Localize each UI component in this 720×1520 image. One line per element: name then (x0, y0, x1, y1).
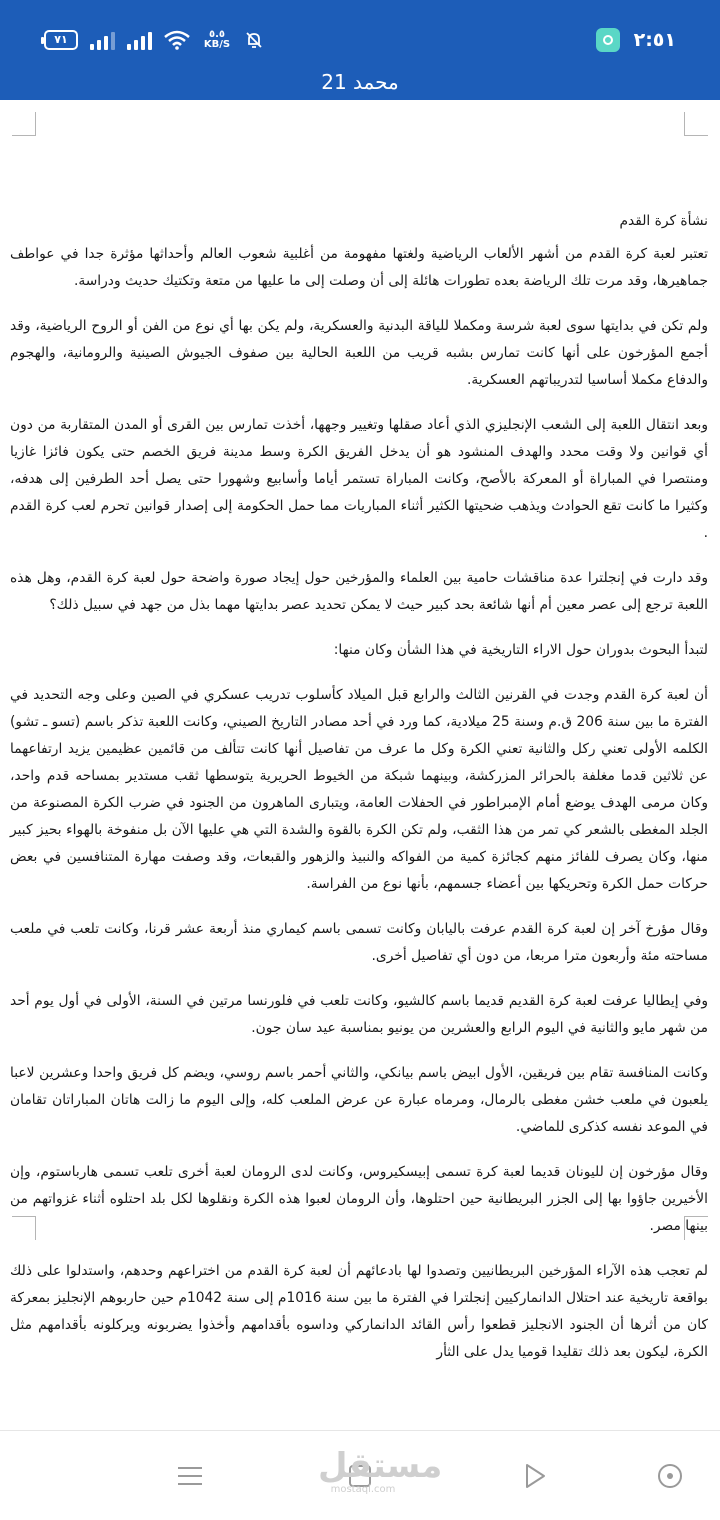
paragraph: ولم تكن في بدايتها سوى لعبة شرسة ومكملا للياقة البدنية والعسكرية، ولم يكن بها أي نوع من الفن أو الروح الرياضية، وقد أجمع المؤرخون على أنها كانت تمارس بشبه قريب من اللعبة الحالية بين صفوف الجيوش الصينية والرومانية، والهجوم والدفاع مكملا أساسيا لتدريباتهم العسكرية. (10, 318, 708, 388)
page-corner-mark (12, 112, 36, 136)
status-bar (0, 0, 720, 64)
paragraph: وقال مؤرخ آخر إن لعبة كرة القدم عرفت باليابان وكانت تسمى باسم كيماري منذ أربعة عشر قرنا، وكانت تلعب في ملعب مساحته مئة وأربعون مترا مربعا، من دون أي تفاصيل أخرى. (10, 921, 708, 964)
paragraph: وقال مؤرخون إن لليونان قديما لعبة كرة تسمى إبيسكيروس، وكانت لدى الرومان لعبة أخرى تلعب تسمى هارباستوم، وإن الأخيرين جاؤوا بها إلى الجزر البريطانية حين احتلوها، وأن الرومان لعبوا هذه الكرة ونقلوها لكل بلد احتلوه أثناء غزواتهم من بينها مصر. (10, 1164, 708, 1234)
wifi-icon (164, 30, 190, 50)
accessibility-button[interactable] (655, 1461, 685, 1491)
back-button[interactable] (520, 1461, 550, 1491)
app-notification-icon (596, 28, 620, 52)
paragraph: أن لعبة كرة القدم وجدت في القرنين الثالث والرابع قبل الميلاد كأسلوب تدريب عسكري في الصين وعلى وجه التحديد في الفترة ما بين سنة 206 ق.م وسنة 25 ميلادية، كما ورد في أحد مصادر التاريخ الصيني، وكانت اللعبة تذكر باسم (تسو ـ تشو) الكلمه الأولى تعني ركل والثانية تعني الكرة وكل ما عرف من تفاصيل أنها كانت تتألف من قائمين عظيمين يزيد ارتفاعهما عن ثلاثين قدما مغلفة بالحرائر المزركشة، وبينهما شبكة من الخيوط الحريرية يتوسطها ثقب مستدير بمساحه قدم واحد، وكان مرمى الهدف يوضع أمام الإمبراطور في الحفلات العامة، ويتبارى الماهرون من الجنود في ضرب الكرة المصنوعة من الجلد المغطى بالشعر كي تمر من هذا الثقب، ولم تكن الكرة بالقوة والشدة التي هي عليها الآن بل منفوخة بالهواء بحيز كبير منها، وكان يصرف للفائز منهم كجائزة كمية من الفواكه والنبيذ والزهور والقبعات، وقد وصفت مهارة المتنافسين في بعض حركات حمل الكرة وتحريكها بين أعضاء جسمهم، بأنها نوع من الفراسة. (10, 687, 708, 892)
menu-button[interactable] (175, 1461, 205, 1491)
circle-icon (658, 1464, 682, 1488)
net-speed: ٥.٥ KB/S (203, 29, 231, 50)
watermark-logo: مستقل mostaql.com (318, 1446, 443, 1495)
document-heading: نشأة كرة القدم (619, 213, 708, 229)
paragraph: لتبدأ البحوث بدوران حول الاراء التاريخية في هذا الشأن وكان منها: (333, 642, 708, 658)
document-page (10, 208, 708, 1384)
paragraph: تعتبر لعبة كرة القدم من أشهر الألعاب الرياضية ولغتها مفهومة من أغلبية شعوب العالم وأحداثها مؤثرة جدا في عواطف جماهيرها، وقد مرت تلك الرياضة بعده تطورات هائلة إلى أن وصلت إلى ما عليها من متعة وتكتيك حديث ودراسة. (10, 246, 708, 289)
clock: ٢:٥١ (633, 29, 676, 51)
document-title: محمد 21 (0, 64, 720, 100)
signal-icon (127, 30, 152, 50)
mute-bell-icon (244, 30, 264, 50)
paragraph: وقد دارت في إنجلترا عدة مناقشات حامية بين العلماء والمؤرخين حول إيجاد صورة واضحة حول لعبة كرة القدم، وهل هذه اللعبة ترجع إلى عصر معين أم أنها شائعة بحد كبير حيث لا يمكن تحديد عصر بدايتها مهما بذل من جهد في سبيل ذلك؟ (10, 570, 708, 613)
paragraph: لم تعجب هذه الآراء المؤرخين البريطانيين وتصدوا لها بادعائهم أن لعبة كرة القدم من اختراعهم وحدهم، واستدلوا على ذلك بواقعة تاريخية عند احتلال الدانماركيين إنجلترا في الفترة ما بين سنة 1016م إلى سنة 1042م حين حاربوهم الإنجليز بمعركة كان من أثرها أن الجنود الانجليز قطعوا رأس القائد الدانماركي وداسوه بأقدامهم وأخذوا يضربونه ويركلونه بأقدامهم مثل الكرة، ليكون بعد ذلك تقليدا قوميا يدل على الثأر (10, 1263, 708, 1360)
paragraph: وكانت المنافسة تقام بين فريقين، الأول ابيض باسم بيانكي، والثاني أحمر باسم روسي، ويضم كل فريق واحدا وعشرين لاعبا يلعبون في ملعب خشن مغطى بالرمال، ومرماه عبارة عن عرض الملعب كله، وإلى اليوم ما زالت هاتان المباراتان تقامان في الموعد نفسه كذكرى للماضي. (10, 1065, 708, 1135)
triangle-back-icon (523, 1463, 547, 1489)
signal-icon (90, 30, 115, 50)
paragraph: وبعد انتقال اللعبة إلى الشعب الإنجليزي الذي أعاد صقلها وتغيير وجهها، أخذت تمارس بين القرى أو المدن المتقاربة من دون أي قوانين ولا وقت محدد والهدف المنشود هو أن يدخل الفريق الكرة وسط مدينة فريق الخصم حتى يكون فائزا غازيا ومنتصرا في المباراة أو المعركة بالأصح، وكانت المباراة تستمر أياما وأسابيع وشهورا حتى يصل أحد الطرفين إلى هدفه، وكثيرا ما كانت تقع الحوادث ويذهب ضحيتها الكثير أثناء المباريات مما حمل الحكومة إلى إصدار قوانين تحرم لعب كرة القدم . (10, 417, 708, 541)
paragraph: وفي إيطاليا عرفت لعبة كرة القديم قديما باسم كالشيو، وكانت تلعب في فلورنسا مرتين في السنة، الأولى في أول يوم أحد من شهر مايو والثانية في اليوم الرابع والعشرين من يونيو بمناسبة عيد سان جون. (10, 993, 708, 1036)
page-corner-mark (684, 112, 708, 136)
status-time-group (596, 28, 676, 52)
battery-icon: ٧١ (44, 30, 78, 50)
status-indicators (44, 30, 264, 50)
